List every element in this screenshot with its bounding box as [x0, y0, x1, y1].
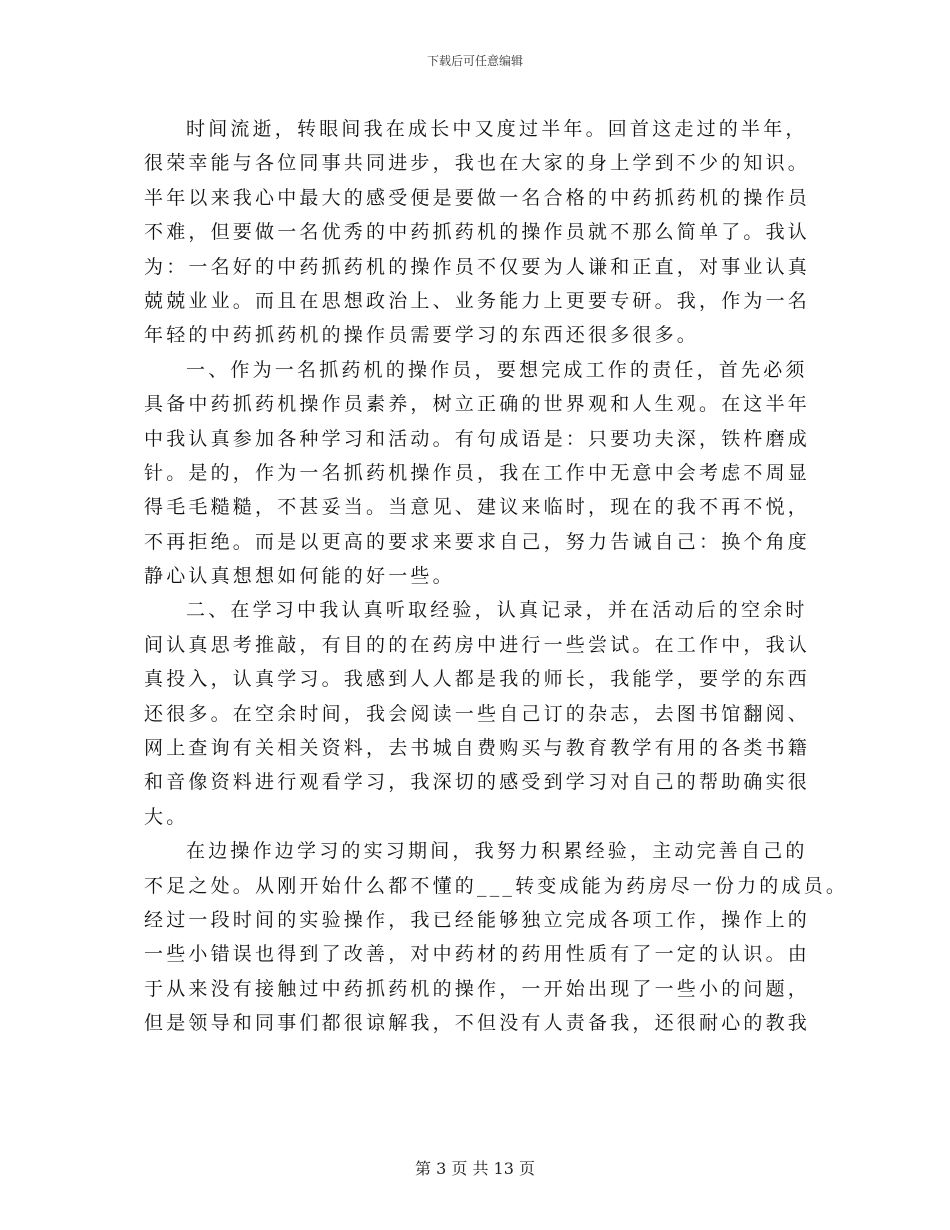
text-line: 经过一段时间的实验操作，我已经能够独立完成各项工作，操作上的 — [144, 908, 811, 931]
text-line: 半年以来我心中最大的感受便是要做一名合格的中药抓药机的操作员 — [144, 186, 811, 209]
text-line: 网上查询有关相关资料，去书城自费购买与教育教学有用的各类书籍 — [144, 737, 811, 760]
text-line: 年轻的中药抓药机的操作员需要学习的东西还很多很多。 — [144, 324, 700, 347]
text-line: 二、在学习中我认真听取经验，认真记录，并在活动后的空余时 — [186, 599, 808, 622]
text-line: 得毛毛糙糙，不甚妥当。当意见、建议来临时，现在的我不再不悦， — [144, 496, 811, 519]
text-line: 时间流逝，转眼间我在成长中又度过半年。回首这走过的半年， — [186, 118, 808, 140]
text-line: 和音像资料进行观看学习，我深切的感受到学习对自己的帮助确实很 — [144, 771, 811, 794]
page-header: 下载后可任意编辑 — [426, 54, 523, 68]
text-line: 静心认真想想如何能的好一些。 — [144, 565, 455, 588]
text-line: 不再拒绝。而是以更高的要求来要求自己，努力告诫自己：换个角度 — [144, 530, 811, 553]
document-body — [144, 112, 849, 1041]
text-line: 兢兢业业。而且在思想政治上、业务能力上更要专研。我，作为一名 — [144, 289, 811, 312]
text-line: 在边操作边学习的实习期间，我努力积累经验，主动完善自己的 — [186, 840, 808, 863]
text-line: 中我认真参加各种学习和活动。有句成语是：只要功夫深，铁杵磨成 — [144, 427, 811, 450]
text-line: 具备中药抓药机操作员素养，树立正确的世界观和人生观。在这半年 — [144, 393, 811, 416]
text-line: 还很多。在空余时间，我会阅读一些自己订的杂志，去图书馆翻阅、 — [144, 702, 811, 725]
text-line: 一些小错误也得到了改善，对中药材的药用性质有了一定的认识。由 — [144, 943, 811, 966]
text-line: 真投入，认真学习。我感到人人都是我的师长，我能学，要学的东西 — [144, 668, 811, 691]
text-line: 不足之处。从刚开始什么都不懂的___转变成能为药房尽一份力的成员。 — [144, 874, 849, 897]
text-line: 一、作为一名抓药机的操作员，要想完成工作的责任，首先必须 — [186, 358, 808, 381]
page-footer: 第 3 页 共 13 页 — [415, 1159, 535, 1178]
text-line: 针。是的，作为一名抓药机操作员，我在工作中无意中会考虑不周显 — [144, 461, 811, 484]
text-line: 于从来没有接触过中药抓药机的操作，一开始出现了一些小的问题， — [144, 977, 811, 1000]
text-line: 间认真思考推敲，有目的的在药房中进行一些尝试。在工作中，我认 — [144, 633, 811, 656]
text-line: 但是领导和同事们都很谅解我，不但没有人责备我，还很耐心的教我 — [144, 1012, 811, 1035]
text-line: 不难，但要做一名优秀的中药抓药机的操作员就不那么简单了。我认 — [144, 221, 811, 244]
text-line: 大。 — [144, 805, 189, 828]
text-line: 很荣幸能与各位同事共同进步，我也在大家的身上学到不少的知识。 — [144, 152, 811, 175]
text-line: 为：一名好的中药抓药机的操作员不仅要为人谦和正直，对事业认真 — [144, 255, 811, 278]
